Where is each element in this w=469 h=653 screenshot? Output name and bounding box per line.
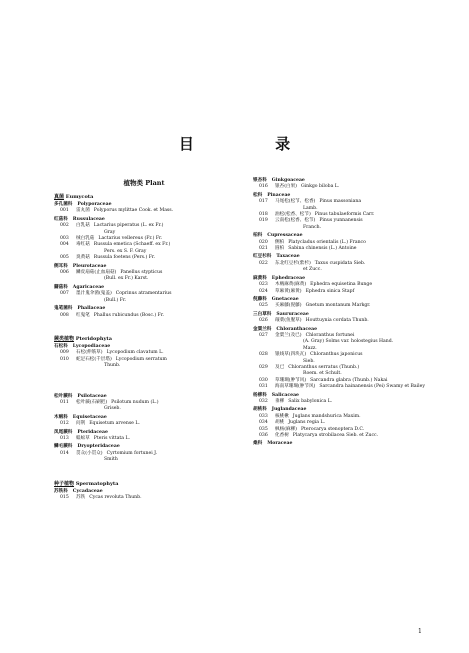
entry-number: 006 [60, 270, 69, 276]
species-name-zh: 毒红菇 [76, 242, 90, 248]
species-name-lat: Russula emetica (Schaeff. ex Fr.) [93, 242, 171, 248]
family-name-zh: 石松科 [54, 343, 68, 349]
species-name-lat: Coprinus atramentarius [115, 291, 172, 297]
entry-text [275, 399, 433, 405]
species-name-lat: Smith [104, 457, 118, 463]
entry-number: 004 [60, 242, 69, 248]
species-entry-continued [54, 276, 234, 282]
entry-text [76, 421, 234, 427]
spacer [54, 319, 234, 329]
species-name-lat: Pteris vittata L. [93, 435, 130, 441]
species-name-zh: 云南松(松香、松节) [275, 218, 316, 224]
entry-number: 032 [259, 399, 268, 404]
species-name-lat: Gnetum montanum Markgr. [305, 303, 371, 309]
species-name-lat: Roem. et Schult. [303, 371, 342, 377]
species-name-zh: 海南草珊瑚(肿节风) [275, 384, 316, 390]
entry-text [76, 276, 234, 282]
entry-text [76, 255, 234, 261]
division-name-lat: Pteridophyta [75, 335, 112, 342]
species-name-lat: Pinus tabulaeformis Carr. [314, 212, 375, 218]
entry-number: 018 [259, 212, 268, 218]
entry-number: 026 [259, 318, 268, 324]
species-name-zh: 蛇足石松(千层塔) [76, 356, 112, 362]
entry-text [275, 289, 433, 295]
division-heading [54, 480, 234, 487]
family-name-lat: Salicaceae [271, 392, 299, 398]
species-name-zh: 垂柳 [275, 399, 285, 404]
species-name-lat: Lycopodium serratum [115, 356, 167, 362]
species-name-lat: Sieb. [303, 358, 315, 364]
family-name-zh: 麻黄科 [253, 275, 267, 281]
species-entry [54, 421, 234, 427]
family-name-zh: 苏铁科 [54, 488, 68, 494]
entry-number: 021 [259, 246, 268, 252]
family-name-lat: Lycopodiaceae [72, 343, 111, 349]
entry-number: 007 [60, 291, 69, 297]
entry-text [76, 406, 234, 412]
species-name-zh: 金粟兰(及已) [275, 332, 302, 338]
entry-text [76, 363, 234, 369]
species-entry-continued [253, 267, 433, 273]
species-name-zh: 问荆 [76, 421, 86, 427]
entry-text [76, 208, 234, 214]
species-name-zh: 墨汁鬼伞菌(鬼盖) [76, 291, 112, 297]
family-name-zh: 木贼科 [54, 414, 68, 420]
species-name-lat: Juglans regia L. [288, 420, 325, 426]
entry-number: 012 [60, 421, 69, 427]
section-title: 植物类 Plant [123, 179, 165, 187]
species-name-lat: Ginkgo biloba L. [300, 184, 340, 190]
species-name-zh: 枫杨(麻柳) [275, 426, 297, 432]
species-name-lat: Mazz. [303, 345, 317, 351]
species-name-lat: Pers. ex S. F. Gray [104, 248, 147, 254]
family-name-zh: 三白草科 [253, 311, 272, 317]
entry-number: 036 [259, 433, 268, 439]
species-entry [54, 436, 234, 442]
family-name-zh: 侧耳科 [54, 263, 68, 269]
species-name-lat: Salix babylonica L. [288, 399, 333, 404]
species-name-zh: 买麻藤(倪藤) [275, 303, 302, 309]
entry-number: 010 [60, 356, 69, 362]
family-name-lat: Juglandaceae [271, 407, 307, 413]
family-name-lat: Pleurotaceae [72, 263, 107, 269]
species-name-lat: (Bull. ex Fr.) Karst. [104, 276, 149, 282]
species-name-lat: Phallus rubicundus (Bosc.) Fr. [93, 312, 164, 318]
entry-text [76, 298, 234, 304]
species-name-zh: 绒白乳菇 [76, 236, 95, 242]
species-name-lat: Lactarius vellereus (Fr.) Fr. [98, 236, 163, 242]
species-name-lat: Taxus cuspidata Sieb. [314, 260, 366, 266]
entry-number: 034 [259, 420, 268, 426]
entry-number: 002 [60, 223, 69, 229]
species-entry-continued [54, 298, 234, 304]
family-name-zh: 凤尾蕨科 [54, 429, 73, 435]
species-entry [54, 208, 234, 214]
species-name-zh: 胡桃 [275, 420, 285, 426]
page-number: 1 [418, 628, 422, 635]
entry-indent [54, 276, 76, 282]
entry-text [275, 267, 433, 273]
division-name-lat: Spermatophyta [75, 480, 119, 487]
entry-text [275, 246, 433, 252]
species-entry [54, 255, 234, 261]
species-entry [253, 318, 433, 324]
species-entry [54, 313, 234, 319]
family-heading [253, 441, 433, 447]
species-name-zh: 及已 [275, 364, 285, 370]
family-name-lat: Moraceae [267, 441, 293, 447]
entry-number: 025 [259, 303, 268, 309]
spacer [54, 464, 234, 474]
division-name-zh: 种子植物 [54, 480, 75, 487]
species-name-lat: Houttuynia cordata Thunb. [305, 318, 369, 324]
family-name-lat: Saururaceae [276, 311, 309, 317]
entry-number: 005 [60, 255, 69, 261]
family-name-zh: 倪藤科 [253, 296, 267, 302]
species-name-zh: 红鬼笔 [76, 312, 90, 318]
family-name-zh: 红菇科 [54, 216, 68, 222]
family-name-lat: Polyporaceae [77, 202, 112, 207]
entry-number: 028 [259, 352, 268, 358]
entry-text [275, 303, 433, 309]
family-name-zh: 红豆杉科 [253, 254, 272, 260]
species-name-lat: Cyrtomium fortunei J. [106, 450, 158, 456]
family-name-zh: 柏科 [253, 233, 263, 239]
species-name-lat: Platycladus orientalis (L.) Franco [288, 239, 366, 245]
species-name-lat: (A. Gray) Solms var. holostegius Hand. [303, 339, 394, 345]
species-name-lat: Pterocarya stenoptera D.C. [300, 426, 365, 432]
entry-indent [54, 406, 76, 412]
family-name-zh: 多孔菌科 [54, 202, 73, 207]
family-name-lat: Agaricaceae [72, 284, 105, 290]
family-name-zh: 桑科 [253, 441, 263, 447]
species-entry [253, 184, 433, 190]
entry-number: 023 [259, 282, 268, 288]
species-name-lat: (Bull.) Fr. [104, 297, 127, 303]
species-name-lat: Sarcandra hainanensis (Pei) Swamy et Bailey [319, 384, 425, 390]
species-name-lat: Chloranthus serratus (Thunb.) [288, 364, 360, 370]
entry-number: 009 [60, 350, 69, 356]
species-name-zh: 东北红豆杉(紫杉) [275, 260, 311, 266]
division-name-zh: 真菌 [54, 194, 65, 200]
species-name-lat: Gray [104, 229, 116, 235]
entry-number: 015 [60, 495, 69, 500]
family-name-lat: Cupressaceae [267, 233, 303, 239]
species-name-zh: 白乳菇 [76, 223, 90, 229]
family-name-zh: 银杏科 [253, 178, 267, 183]
entry-indent [54, 363, 76, 369]
species-name-zh: 雷丸菌 [76, 208, 90, 214]
species-entry [253, 246, 433, 252]
entry-number: 033 [259, 413, 268, 419]
species-name-lat: Pinus massoniana [319, 199, 362, 205]
species-name-zh: 苏铁 [76, 495, 86, 500]
division-name-zh: 蕨类植物 [54, 335, 75, 342]
family-name-zh: 金粟兰科 [253, 326, 272, 332]
family-name-lat: Pinaceae [267, 192, 291, 198]
species-entry-continued [54, 457, 234, 463]
species-name-zh: 化香树 [275, 433, 289, 439]
species-name-lat: Polyporus mylittae Cook. et Mass. [93, 208, 174, 214]
species-name-zh: 草麻黄(麻黄) [275, 288, 302, 294]
species-name-zh: 木贼麻黄(麻黄) [275, 282, 307, 288]
species-name-lat: Thunb. [104, 363, 121, 369]
spacer [54, 370, 234, 392]
entry-text [275, 384, 433, 390]
family-name-lat: Ephedraceae [271, 275, 306, 281]
family-name-lat: Cycadaceae [72, 488, 103, 494]
entry-number: 035 [259, 426, 268, 432]
entry-text [275, 225, 433, 231]
entry-number: 030 [259, 377, 268, 383]
species-name-lat: Sarcandra glabra (Thunb.) Nakai [310, 377, 388, 383]
species-name-lat: Lactarius piperatus (L. ex Fr.) [93, 223, 164, 229]
family-name-zh: 胡桃科 [253, 407, 267, 413]
entry-number: 003 [60, 236, 69, 242]
family-name-zh: 松叶蕨科 [54, 393, 73, 399]
species-name-lat: Equisetum arvense L. [89, 421, 140, 427]
species-entry [253, 384, 433, 390]
species-name-lat: Pinus yunnanensis [319, 218, 363, 224]
species-name-zh: 马尾松(松节、松香) [275, 199, 316, 205]
species-entry-continued [54, 363, 234, 369]
entry-number: 024 [259, 288, 268, 294]
entry-text [76, 495, 234, 501]
species-entry-continued [54, 406, 234, 412]
entry-number: 016 [259, 184, 268, 190]
family-name-lat: Phallaceae [77, 306, 106, 312]
family-name-lat: Pteridaceae [77, 429, 108, 435]
species-name-zh: 银线草(四块瓦) [275, 352, 307, 358]
family-name-zh: 鬼笔菌科 [54, 306, 73, 312]
species-name-zh: 核桃楸 [275, 413, 289, 419]
family-name-zh: 蘑菇科 [54, 284, 68, 290]
species-name-zh: 臭黄菇 [76, 255, 90, 261]
entry-text [76, 313, 234, 319]
entry-indent [253, 225, 275, 231]
species-name-lat: Lamb. [303, 205, 318, 211]
species-name-zh: 圆柏 [275, 246, 285, 252]
species-name-lat: Panellus stypticus [120, 270, 163, 276]
species-name-zh: 松叶蕨(石刷把) [76, 399, 108, 405]
species-name-zh: 侧柏 [275, 239, 285, 245]
family-name-zh: 杨柳科 [253, 392, 267, 398]
family-name-lat: Dryopteridaceae [77, 444, 120, 450]
entry-number: 031 [259, 384, 268, 390]
species-name-zh: 草珊瑚(肿节风) [275, 377, 307, 383]
toc-right-column [253, 176, 433, 448]
entry-number: 020 [259, 239, 268, 245]
species-name-lat: Sabina chinensis (L.) Antoine [288, 246, 357, 252]
entry-number: 008 [60, 312, 69, 318]
species-name-zh: 银杏(白果) [275, 184, 297, 190]
species-name-lat: Chloranthus japonicus [310, 352, 363, 358]
species-name-zh: 石松(伸筋草) [76, 350, 103, 356]
species-name-lat: Cycas revoluta Thunb. [89, 495, 142, 500]
species-name-zh: 油松(松香、松节) [275, 212, 311, 218]
entry-text [76, 457, 234, 463]
entry-text [275, 433, 433, 439]
species-entry [253, 433, 433, 439]
species-name-zh: 蕺菜(鱼腥草) [275, 318, 302, 324]
family-name-lat: Taxaceae [276, 254, 300, 260]
entry-number: 019 [259, 218, 268, 224]
family-name-lat: Chloranthaceae [276, 326, 317, 332]
species-name-lat: Russula foetens (Pers.) Fr. [93, 255, 156, 261]
species-name-zh: 鳞皮扇菇(止血扇菇) [76, 270, 117, 276]
species-entry [253, 303, 433, 309]
division-heading [54, 335, 234, 342]
species-name-lat: Griseb. [104, 406, 121, 412]
species-entry [54, 495, 234, 501]
species-name-lat: Chloranthus fortunei [305, 332, 355, 338]
entry-text [76, 436, 234, 442]
species-name-lat: Juglans mandshurica Maxim. [292, 413, 361, 419]
entry-indent [54, 298, 76, 304]
entry-number: 022 [259, 260, 268, 266]
entry-indent [54, 457, 76, 463]
division-name-lat: Eumycota [65, 194, 94, 200]
family-name-zh: 鳞毛蕨科 [54, 444, 73, 450]
species-name-lat: Ephedra sinica Stapf [305, 288, 355, 294]
toc-left-column [54, 176, 234, 501]
family-name-lat: Gnetaceae [271, 296, 299, 302]
entry-text [275, 184, 433, 190]
family-name-lat: Ginkgoaceae [271, 178, 305, 183]
species-name-lat: Psilotum nudum (L.) [111, 399, 159, 405]
species-entry-continued [253, 225, 433, 231]
species-name-zh: 蜈蚣草 [76, 435, 90, 441]
entry-text [275, 318, 433, 324]
species-name-lat: Platycarya strobilacea Sieb. et Zucc. [292, 433, 379, 439]
family-name-lat: Equisetaceae [72, 414, 107, 420]
species-entry [253, 289, 433, 295]
entry-number: 014 [60, 450, 69, 456]
species-name-zh: 贯众(小贯众) [76, 450, 103, 456]
entry-number: 027 [259, 332, 268, 338]
species-name-lat: Lycopodium clavatum L. [106, 350, 164, 356]
species-name-lat: et Zucc. [303, 267, 322, 273]
family-name-lat: Psilotaceae [77, 393, 107, 399]
species-name-lat: Ephedra equisetina Bunge [310, 282, 373, 288]
entry-number: 011 [60, 399, 69, 405]
page-title: 目 录 [178, 135, 329, 153]
entry-number: 029 [259, 364, 268, 370]
entry-indent [253, 267, 275, 273]
family-name-lat: Russulaceae [72, 216, 105, 222]
entry-number: 001 [60, 208, 69, 214]
family-name-zh: 松科 [253, 192, 263, 198]
species-entry [253, 399, 433, 405]
species-name-lat: Franch. [303, 224, 322, 230]
division-heading [54, 193, 234, 200]
entry-number: 017 [259, 199, 268, 205]
entry-number: 013 [60, 435, 69, 441]
